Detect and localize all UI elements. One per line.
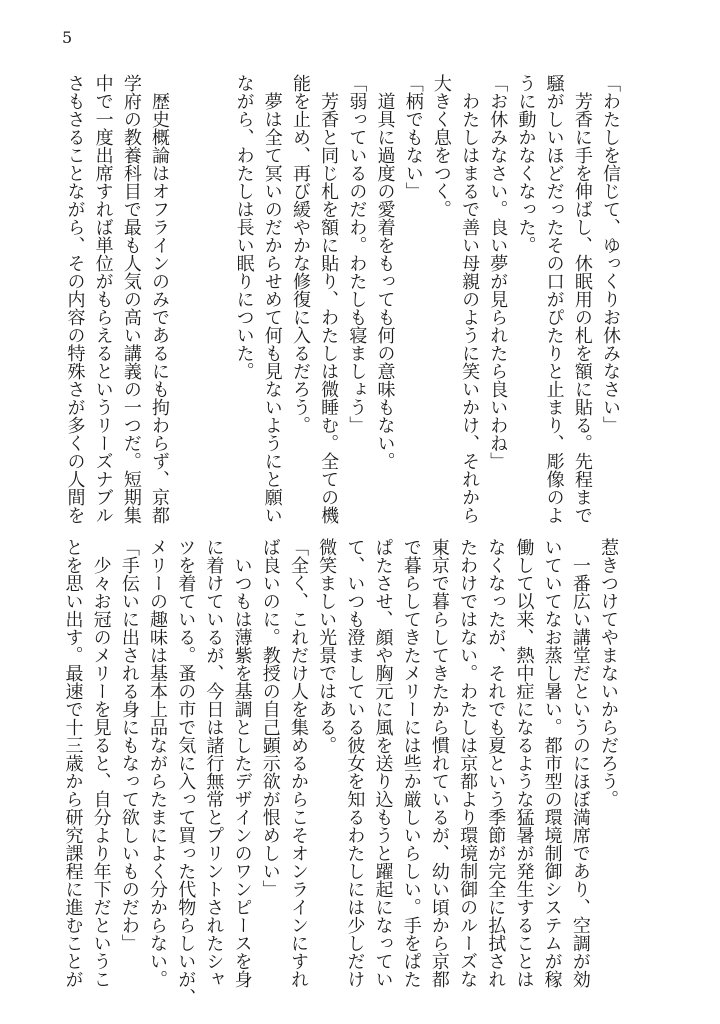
text-line: 「弱っているのだわ。わたしも寝ましょう」 <box>346 74 368 434</box>
text-line: 芳香に手を伸ばし、休眠用の札を額に貼る。先程まで <box>571 74 593 524</box>
text-line: たわけではない。わたしは京都より環境制御のルーズな <box>457 538 479 988</box>
text-line: 東京で暮らしてきたから慣れているが、幼い頃から京都 <box>428 538 450 988</box>
text-line: 学府の教養科目で最も人気の高い講義の一つだ。短期集 <box>120 74 142 524</box>
bottom-text-block <box>58 538 622 1006</box>
text-line: いていてなお蒸し暑い。都市型の環境制御システムが稼 <box>541 538 563 988</box>
top-text-block <box>60 74 624 524</box>
text-line: 芳香と同じ札を額に貼り、わたしは微睡む。全ての機 <box>318 74 340 524</box>
text-line: 歴史概論はオフラインのみであるにも拘わらず、京都 <box>149 74 170 524</box>
text-line: 少々お冠のメリーを見ると、自分より年下だというこ <box>90 538 112 988</box>
text-line: ば良いのに。教授の自己顕示欲が恨めしい」 <box>259 538 281 898</box>
text-line: 「わたしを信じて、ゆっくりお休みなさい」 <box>600 74 621 434</box>
text-line: メリーの趣味は基本上品ながらたまによく分からない。 <box>147 538 168 988</box>
text-line: 惹きつけてやまないからだろう。 <box>598 538 619 808</box>
text-line: 能を止め、再び緩やかな修復に入るだろう。 <box>289 74 311 434</box>
text-line: 「お休みなさい。良い夢が見られたら良いわね」 <box>487 74 509 470</box>
text-line: 一番広い講堂だというのにほぼ満席であり、空調が効 <box>569 538 591 988</box>
text-line: わたしはまるで善い母親のように笑いかけ、それから <box>459 74 481 524</box>
text-line: ツを着ている。蚤の市で気に入って買った代物らしいが、 <box>175 538 197 1006</box>
scene-break-spacer <box>201 74 229 514</box>
text-line: で暮らしてきたメリーには些か厳しいらしい。手をぱた <box>400 538 422 988</box>
text-line: 「柄でもない」 <box>402 74 424 200</box>
text-line: なくなったが、それでも夏という季節が完全に払拭され <box>485 538 507 988</box>
page-number: 5 <box>62 28 73 47</box>
text-line: ながら、わたしは長い眠りについた。 <box>233 74 255 380</box>
text-line: 働して以来、熱中症になるような猛暑が発生することは <box>513 538 535 988</box>
scene-break-spacer <box>173 74 201 514</box>
text-line: とを思い出す。最速で十三歳から研究課程に進むことが <box>62 538 84 988</box>
text-line: 道具に過度の愛着をもっても何の意味もない。 <box>374 74 396 470</box>
text-line: 「手伝いに出される身にもなって欲しいものだわ」 <box>118 538 140 952</box>
text-line: 「全く、これだけ人を集めるからこそオンラインにすれ <box>287 538 309 988</box>
text-line: 騒がしいほどだったその口がぴたりと止まり、彫像のよ <box>543 74 565 524</box>
text-line: うに動かなくなった。 <box>515 74 537 254</box>
text-line: 中で一度出席すれば単位がもらえるというリーズナブル <box>92 74 114 524</box>
text-line: ぱたさせ、顔や胸元に風を送り込もうと躍起になってい <box>372 538 394 988</box>
text-line: 大きく息をつく。 <box>430 74 452 218</box>
text-line: いつもは薄紫を基調としたデザインのワンピースを身 <box>231 538 253 988</box>
text-line: て、いつも澄ましている彼女を知るわたしには少しだけ <box>344 538 366 988</box>
text-line: さもさることながら、その内容の特殊さが多くの人間を <box>64 74 86 524</box>
text-line: 微笑ましい光景ではある。 <box>316 538 338 754</box>
text-line: 夢は全て冥いのだからせめて何も見ないようにと願い <box>261 74 283 524</box>
text-line: に着けているが、今日は諸行無常とプリントされたシャ <box>203 538 225 988</box>
